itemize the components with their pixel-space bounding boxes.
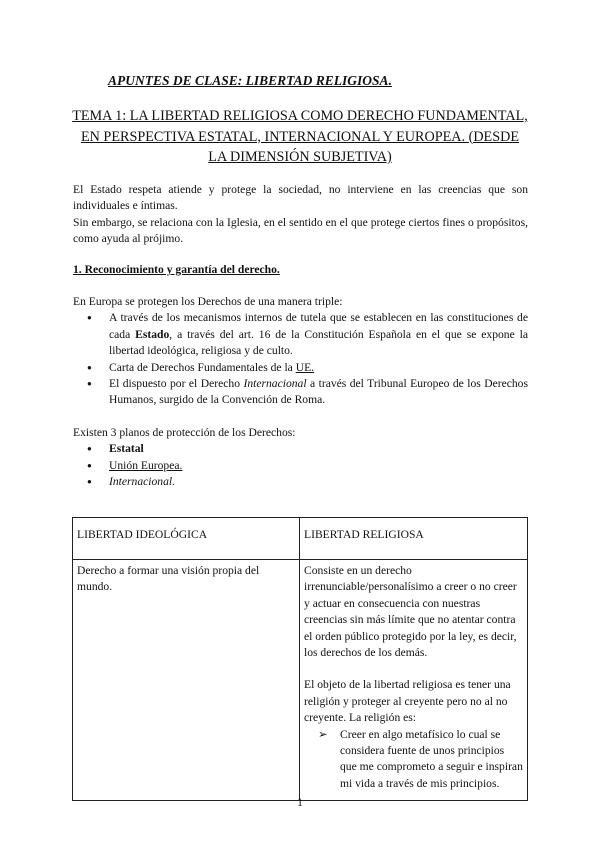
cell-paragraph: El objeto de la libertad religiosa es tener una religión y proteger al creyente pero no al no creyente. La religión es: — [304, 678, 511, 725]
section-heading: 1. Reconocimiento y garantía del derecho. — [73, 263, 280, 276]
comparison-table — [72, 517, 528, 801]
lead-text-2: Existen 3 planos de protección de los Derechos: — [73, 425, 296, 439]
page-number: 1 — [297, 796, 303, 809]
planes-list — [73, 441, 528, 490]
intro-paragraph — [73, 182, 528, 248]
table-header: LIBERTAD IDEOLÓGICA — [73, 518, 300, 560]
arrow-list-item: ➢ Creer en algo metafísico lo cual se considera fuente de unos principios que me comprometo a seguir e inspiran mi vida a través de mis principios. — [304, 727, 523, 793]
list-item: ● Unión Europea. — [73, 458, 528, 474]
table-cell — [300, 560, 528, 801]
section-body — [73, 294, 528, 490]
document-title: APUNTES DE CLASE: LIBERTAD RELIGIOSA. — [108, 73, 392, 88]
protection-list — [73, 310, 528, 408]
intro-line-2: Sin embargo, se relaciona con la Iglesia, en el sentido en el que protege ciertos fines o propósitos, como ayuda al prójimo. — [73, 215, 528, 246]
intro-line-1: El Estado respeta atiende y protege la sociedad, no interviene en las creencias que son individuales e íntimas. — [73, 183, 528, 213]
cell-paragraph: Consiste en un derecho irrenunciable/personalísimo a creer o no creer y actuar en consecuencia con nuestras creencias sin más límite que no atentar contra el orden público protegido por la ley, es decir, los derechos de los demás. — [304, 564, 517, 660]
list-item: ● A través de los mecanismos internos de tutela que se establecen en las constituciones de cada Estado, a través del art. 16 de la Constitución Española en el que se expone la libertad ideológica, religiosa y de culto. — [73, 310, 528, 359]
list-item: ● El dispuesto por el Derecho Internacional a través del Tribunal Europeo de los Derechos Humanos, surgido de la Convención de Roma. — [73, 376, 528, 409]
list-item: ● Estatal — [73, 441, 528, 457]
list-item: ● Internacional. — [73, 474, 528, 490]
topic-heading: TEMA 1: LA LIBERTAD RELIGIOSA COMO DERECHO FUNDAMENTAL, EN PERSPECTIVA ESTATAL, INTERNACIONAL Y EUROPEA. (DESDE LA DIMENSIÓN SUBJETIVA) — [72, 108, 528, 165]
table-header: LIBERTAD RELIGIOSA — [300, 518, 528, 560]
table-cell: Derecho a formar una visión propia del mundo. — [73, 560, 300, 801]
lead-text: En Europa se protegen los Derechos de una manera triple: — [73, 295, 343, 308]
list-item: ● Carta de Derechos Fundamentales de la UE. — [73, 360, 528, 376]
